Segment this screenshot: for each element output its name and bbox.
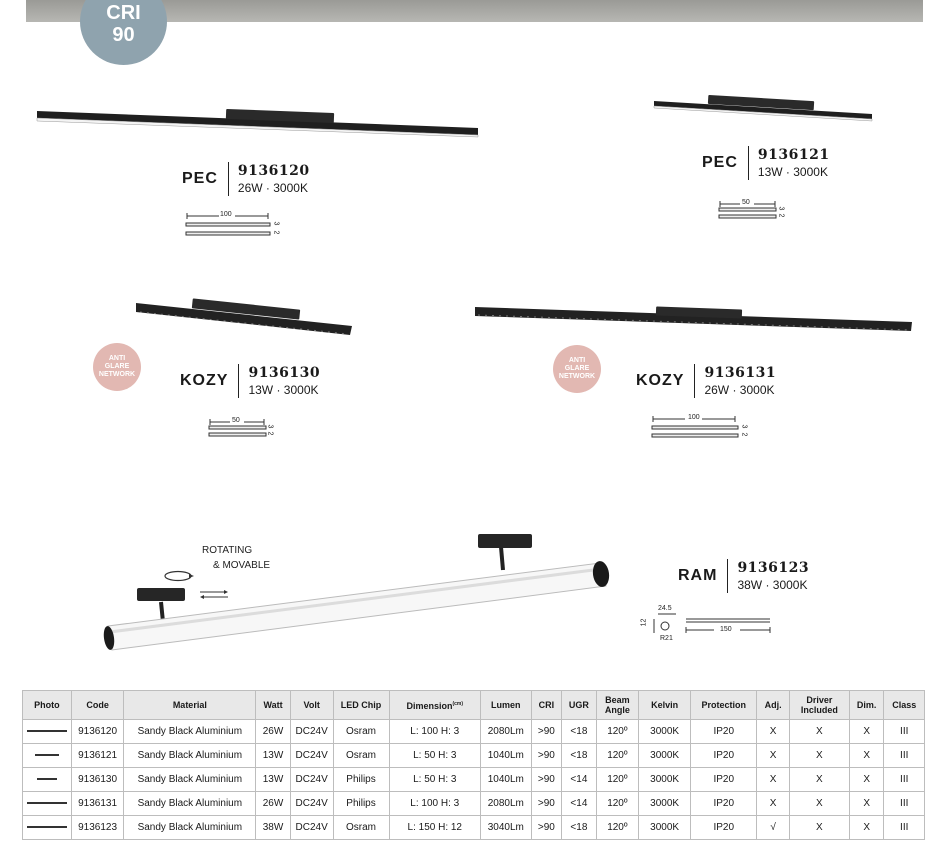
cell-watt: 38W	[256, 816, 291, 840]
cell-class: III	[884, 816, 925, 840]
cell-beam: 120º	[596, 768, 638, 792]
cell-volt: DC24V	[290, 720, 333, 744]
anti-glare-line2: GLARE	[564, 365, 590, 372]
cell-code: 9136130	[71, 768, 124, 792]
dim-length-text: 150	[720, 626, 732, 633]
cell-code: 9136120	[71, 720, 124, 744]
cell-chip: Philips	[333, 792, 389, 816]
photo-cell	[23, 792, 72, 816]
col-beam-angle: Beam Angle	[596, 691, 638, 720]
cell-cri: >90	[531, 792, 562, 816]
cell-volt: DC24V	[290, 744, 333, 768]
cell-driver: X	[789, 720, 849, 744]
cell-kelvin: 3000K	[639, 768, 691, 792]
cell-ugr: <18	[562, 720, 597, 744]
cell-cri: >90	[531, 720, 562, 744]
cell-adj: √	[757, 816, 789, 840]
cell-dimension: L: 50 H: 3	[389, 768, 481, 792]
dim-length-text: 50	[232, 417, 240, 424]
product-thumbnail	[27, 826, 67, 828]
product-name: PEC	[702, 154, 738, 171]
cell-chip: Osram	[333, 744, 389, 768]
col-code: Code	[71, 691, 124, 720]
dim-width-text: 2	[777, 213, 785, 218]
cell-ugr: <14	[562, 792, 597, 816]
dim-length-text: 100	[220, 211, 232, 218]
dim-width-text: 2	[266, 431, 274, 436]
product-name: RAM	[678, 567, 718, 584]
kozy-100-image	[475, 307, 912, 331]
cell-volt: DC24V	[290, 816, 333, 840]
cell-dim: X	[849, 792, 884, 816]
cell-kelvin: 3000K	[639, 720, 691, 744]
cell-dimension: L: 150 H: 12	[389, 816, 481, 840]
product-code: 9136131	[704, 365, 777, 381]
dim-height-text: 3	[272, 221, 280, 226]
col-material: Material	[124, 691, 256, 720]
product-label-9136131	[636, 364, 776, 398]
col-watt: Watt	[256, 691, 291, 720]
photo-cell	[23, 744, 72, 768]
cell-lumen: 3040Lm	[481, 816, 532, 840]
product-spec: 26W · 3000K	[237, 181, 308, 195]
cell-watt: 13W	[256, 744, 291, 768]
cell-driver: X	[789, 792, 849, 816]
dim-height-text: 3	[266, 424, 274, 429]
cell-material: Sandy Black Aluminium	[124, 720, 256, 744]
col-protection: Protection	[691, 691, 757, 720]
product-label-9136120	[182, 162, 310, 196]
dim-length-text: 50	[742, 199, 750, 206]
col-class: Class	[884, 691, 925, 720]
anti-glare-badge	[93, 343, 141, 391]
cell-lumen: 2080Lm	[481, 792, 532, 816]
cell-dimension: L: 100 H: 3	[389, 792, 481, 816]
col-led-chip: LED Chip	[333, 691, 389, 720]
dim-height-text: 12	[640, 618, 648, 627]
cell-protection: IP20	[691, 816, 757, 840]
cell-dim: X	[849, 744, 884, 768]
product-thumbnail	[27, 730, 67, 732]
cell-chip: Philips	[333, 768, 389, 792]
col-driver-included: Driver Included	[789, 691, 849, 720]
cell-driver: X	[789, 816, 849, 840]
anti-glare-line3: NETWORK	[98, 371, 136, 378]
cell-cri: >90	[531, 744, 562, 768]
col-ugr: UGR	[562, 691, 597, 720]
dim-width-text: 2	[740, 432, 748, 437]
cell-material: Sandy Black Aluminium	[124, 792, 256, 816]
cell-chip: Osram	[333, 720, 389, 744]
col-dim: Dim.	[849, 691, 884, 720]
cell-kelvin: 3000K	[639, 744, 691, 768]
product-code: 9136130	[248, 365, 321, 381]
product-spec: 26W · 3000K	[704, 383, 775, 397]
cell-cri: >90	[531, 816, 562, 840]
table-row	[23, 816, 925, 840]
cell-lumen: 2080Lm	[481, 720, 532, 744]
cell-adj: X	[757, 792, 789, 816]
dim-width-text: 2	[272, 230, 280, 235]
kozy-50-image	[136, 298, 352, 335]
cri-badge-line2: 90	[112, 24, 135, 46]
dim-diameter-text: 24.5	[658, 605, 672, 612]
cell-material: Sandy Black Aluminium	[124, 768, 256, 792]
col-photo: Photo	[23, 691, 72, 720]
cell-dim: X	[849, 720, 884, 744]
cell-dimension: L: 100 H: 3	[389, 720, 481, 744]
pec-50-image	[654, 95, 872, 121]
cell-ugr: <18	[562, 816, 597, 840]
col-kelvin: Kelvin	[639, 691, 691, 720]
ram-150-image	[102, 534, 610, 651]
dim-height-text: 3	[777, 206, 785, 211]
cell-driver: X	[789, 744, 849, 768]
anti-glare-line3: NETWORK	[558, 373, 596, 380]
cell-dimension: L: 50 H: 3	[389, 744, 481, 768]
cell-beam: 120º	[596, 720, 638, 744]
product-spec: 13W · 3000K	[757, 165, 828, 179]
cell-class: III	[884, 720, 925, 744]
cell-protection: IP20	[691, 768, 757, 792]
cri-badge-line1: CRI	[106, 2, 141, 24]
ram-dimension-drawing	[654, 614, 770, 633]
cell-class: III	[884, 744, 925, 768]
product-name: KOZY	[180, 372, 229, 389]
cell-adj: X	[757, 744, 789, 768]
cell-ugr: <18	[562, 744, 597, 768]
photo-cell	[23, 720, 72, 744]
cell-class: III	[884, 768, 925, 792]
product-label-9136123	[678, 559, 809, 593]
cell-kelvin: 3000K	[639, 792, 691, 816]
cell-kelvin: 3000K	[639, 816, 691, 840]
photo-cell	[23, 816, 72, 840]
dim-height-text: 3	[740, 424, 748, 429]
cell-protection: IP20	[691, 744, 757, 768]
cell-code: 9136121	[71, 744, 124, 768]
cell-watt: 13W	[256, 768, 291, 792]
cell-watt: 26W	[256, 720, 291, 744]
cell-ugr: <14	[562, 768, 597, 792]
cell-beam: 120º	[596, 744, 638, 768]
cell-beam: 120º	[596, 792, 638, 816]
col-dimension	[389, 691, 481, 720]
product-spec: 38W · 3000K	[737, 578, 808, 592]
product-spec: 13W · 3000K	[248, 383, 319, 397]
cell-adj: X	[757, 720, 789, 744]
col-lumen: Lumen	[481, 691, 532, 720]
anti-glare-line1: ANTI	[108, 355, 126, 362]
product-label-9136121	[702, 146, 830, 180]
cell-code: 9136123	[71, 816, 124, 840]
product-code: 9136121	[757, 147, 830, 163]
cell-watt: 26W	[256, 792, 291, 816]
cell-volt: DC24V	[290, 792, 333, 816]
cell-material: Sandy Black Aluminium	[124, 816, 256, 840]
cell-protection: IP20	[691, 720, 757, 744]
cell-code: 9136131	[71, 792, 124, 816]
table-row	[23, 792, 925, 816]
rotating-note-line2: & MOVABLE	[213, 560, 271, 571]
cell-cri: >90	[531, 768, 562, 792]
cell-lumen: 1040Lm	[481, 744, 532, 768]
anti-glare-badge	[553, 345, 601, 393]
cell-chip: Osram	[333, 816, 389, 840]
cell-class: III	[884, 792, 925, 816]
cell-driver: X	[789, 768, 849, 792]
pec-100-image	[37, 109, 478, 137]
anti-glare-line1: ANTI	[568, 357, 586, 364]
product-code: 9136120	[237, 163, 310, 179]
table-row	[23, 768, 925, 792]
product-name: KOZY	[636, 372, 685, 389]
product-name: PEC	[182, 170, 218, 187]
dim-radius-text: R21	[660, 635, 673, 642]
col-dimension-unit: (cm)	[452, 701, 464, 707]
cell-protection: IP20	[691, 792, 757, 816]
table-row	[23, 720, 925, 744]
specification-table	[22, 690, 925, 840]
product-code: 9136123	[737, 560, 810, 576]
col-adj: Adj.	[757, 691, 789, 720]
dim-length-text: 100	[688, 414, 700, 421]
col-cri: CRI	[531, 691, 562, 720]
product-thumbnail	[35, 754, 59, 756]
rotating-note-line1: ROTATING	[202, 545, 253, 556]
table-header-row	[23, 691, 925, 720]
col-dimension-label: Dimension	[406, 701, 453, 711]
cell-adj: X	[757, 768, 789, 792]
cell-volt: DC24V	[290, 768, 333, 792]
cell-dim: X	[849, 816, 884, 840]
col-volt: Volt	[290, 691, 333, 720]
cell-dim: X	[849, 768, 884, 792]
photo-cell	[23, 768, 72, 792]
cell-material: Sandy Black Aluminium	[124, 744, 256, 768]
product-thumbnail	[37, 778, 57, 780]
table-row	[23, 744, 925, 768]
cell-lumen: 1040Lm	[481, 768, 532, 792]
product-label-9136130	[180, 364, 320, 398]
product-thumbnail	[27, 802, 67, 804]
anti-glare-line2: GLARE	[104, 363, 130, 370]
cell-beam: 120º	[596, 816, 638, 840]
